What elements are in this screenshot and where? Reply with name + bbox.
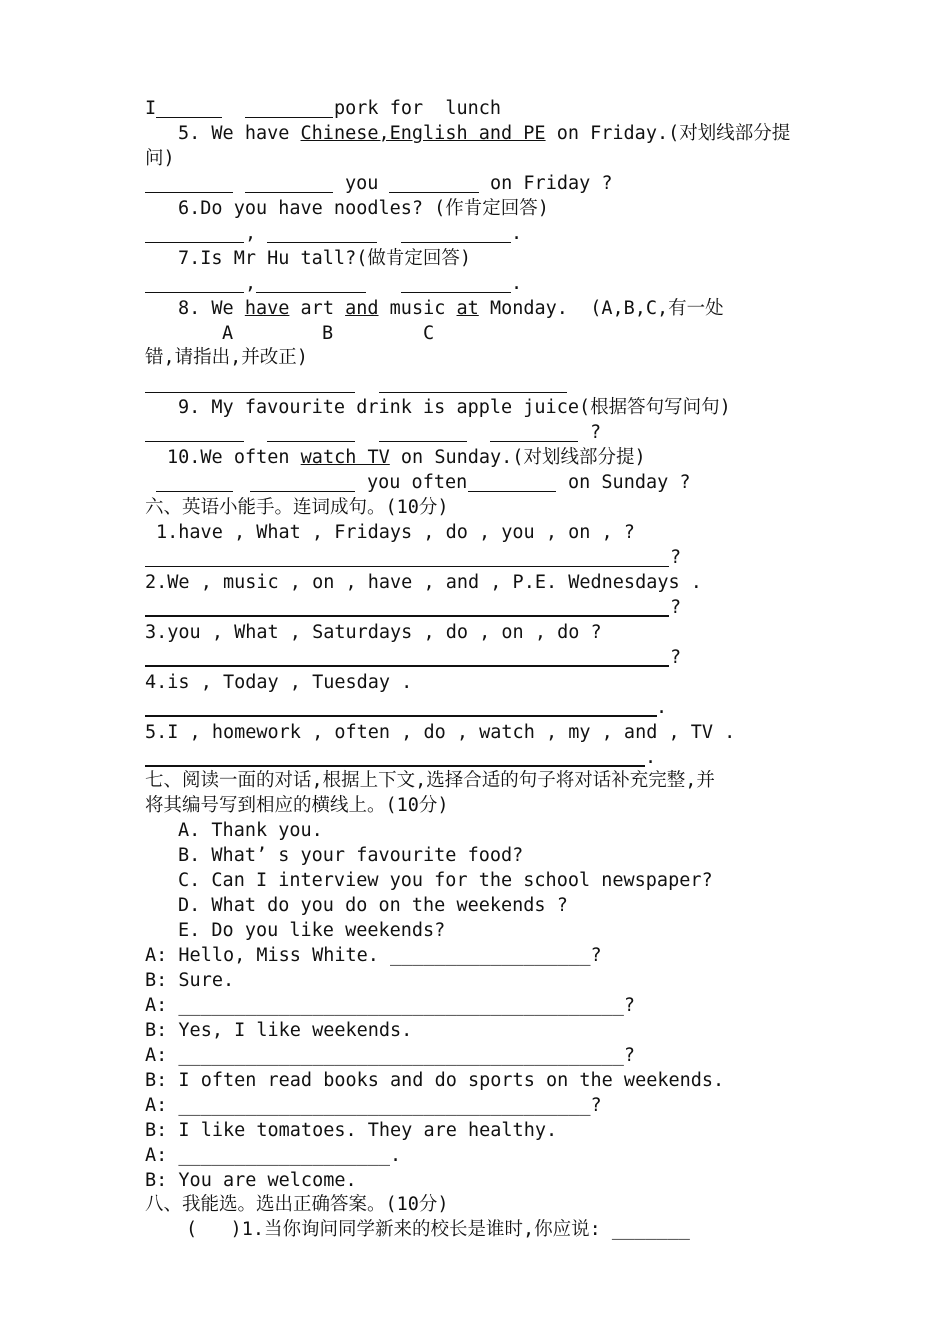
q6-text: 6.Do you have noodles? (作肯定回答) (178, 198, 549, 219)
q5-pre: We have (211, 123, 290, 144)
sec6-item-1: 1.have , What , Fridays , do , you , on , ? (156, 522, 635, 543)
q6-blank-3[interactable] (401, 242, 511, 243)
q7-blank-1[interactable] (145, 292, 244, 293)
q5-post: on Friday.(对划线部分提 (556, 123, 791, 144)
q7-text: 7.Is Mr Hu tall?(做肯定回答) (178, 248, 471, 269)
q8-label-c: C (423, 323, 435, 344)
sec6-item-4: 4.is , Today , Tuesday . (145, 672, 413, 693)
q8-note: (A,B,C,有一处 (590, 298, 724, 319)
dialogue-line-10: B: You are welcome. (145, 1170, 357, 1191)
q8-label-a: A (222, 323, 234, 344)
dialogue-line-1[interactable]: A: Hello, Miss White. __________________? (145, 945, 602, 966)
q10-blank-1[interactable] (156, 491, 233, 492)
q7-period: . (511, 273, 523, 294)
q5-num: 5. (178, 123, 201, 144)
q8-line (178, 297, 724, 321)
sec6-item-5: 5.I , homework , often , do , watch , my , and , TV . (145, 722, 736, 743)
dialogue-line-6: B: I often read books and do sports on the weekends. (145, 1070, 725, 1091)
dialogue-line-9[interactable]: A: ___________________. (145, 1145, 402, 1166)
q8-cont: 错,请指出,并改正) (145, 347, 308, 368)
option-c: C. Can I interview you for the school newspaper? (178, 870, 713, 891)
q8-word: music (389, 298, 446, 319)
q5-blank-1[interactable] (145, 192, 233, 193)
option-b: B. What’ s your favourite food? (178, 845, 524, 866)
dialogue-line-7[interactable]: A: _____________________________________? (145, 1095, 602, 1116)
q9-blank-2[interactable] (267, 441, 355, 442)
q9-blank-3[interactable] (379, 441, 467, 442)
q8-word: Monday. (489, 298, 568, 319)
q5-underlined: Chinese,English and PE (300, 123, 546, 144)
q8-word-a: have (244, 298, 290, 319)
q5-line (178, 122, 790, 146)
q6-blank-2[interactable] (267, 242, 377, 243)
q8-word: We (211, 298, 234, 319)
sec8-question-1[interactable]: ( )1.当你询问同学新来的校长是谁时,你应说: _______ (186, 1219, 690, 1240)
q7-blank-2[interactable] (256, 292, 366, 293)
q10-blank-3[interactable] (468, 491, 556, 492)
q9-text: 9. My favourite drink is apple juice(根据答句写问句) (178, 397, 731, 418)
q8-blank-1[interactable] (145, 392, 355, 393)
q5-ans-end: on Friday ? (490, 173, 613, 194)
sec6-answer-line-1[interactable] (145, 566, 669, 567)
sec6-end-5: . (645, 747, 657, 768)
sec6-item-2: 2.We , music , on , have , and , P.E. Wednesdays . (145, 572, 702, 593)
section-7-title-cont: 将其编号写到相应的横线上。(10分) (145, 795, 449, 816)
sec6-answer-line-2[interactable] (145, 615, 669, 617)
q6-blank-1[interactable] (145, 242, 244, 243)
q8-word: art (300, 298, 334, 319)
dialogue-line-2: B: Sure. (145, 970, 235, 991)
q6-period: . (511, 223, 523, 244)
q10-underlined: watch TV (300, 447, 390, 468)
q10-blank-2[interactable] (250, 491, 355, 492)
sec6-answer-line-5[interactable] (145, 765, 645, 767)
q5-blank-2[interactable] (245, 192, 333, 193)
q9-blank-1[interactable] (145, 441, 244, 442)
q5-blank-3[interactable] (389, 192, 479, 193)
section-7-title: 七、阅读一面的对话,根据上下文,选择合适的句子将对话补充完整,并 (145, 770, 715, 791)
q10-num: 10.We often (167, 447, 290, 468)
dialogue-line-5[interactable]: A: ________________________________________? (145, 1045, 636, 1066)
q9-blank-4[interactable] (490, 441, 578, 442)
q8-word-c: at (456, 298, 479, 319)
q8-label-b: B (322, 323, 334, 344)
q10-line (167, 446, 646, 470)
q8-word-b: and (345, 298, 379, 319)
sec6-answer-line-3[interactable] (145, 665, 669, 667)
option-a: A. Thank you. (178, 820, 323, 841)
section-8-title: 八、我能选。选出正确答案。(10分) (145, 1194, 449, 1215)
option-d: D. What do you do on the weekends ? (178, 895, 568, 916)
q8-num: 8. (178, 298, 201, 319)
section-6-title: 六、英语小能手。连词成句。(10分) (145, 497, 449, 518)
q7-comma: , (245, 273, 257, 294)
q4-text: pork for lunch (334, 98, 502, 119)
q10-post: on Sunday.(对划线部分提) (400, 447, 646, 468)
q5-ans-mid: you (345, 173, 379, 194)
q4-blank-1[interactable] (156, 117, 222, 118)
sec6-end-2: ? (670, 597, 682, 618)
dialogue-line-3[interactable]: A: ________________________________________? (145, 995, 636, 1016)
q10-end: on Sunday ? (568, 472, 691, 493)
option-e: E. Do you like weekends? (178, 920, 446, 941)
q10-mid: you often (367, 472, 468, 493)
sec6-answer-line-4[interactable] (145, 715, 657, 717)
q9-qmark: ? (590, 422, 602, 443)
q5-cont: 问) (145, 148, 175, 169)
q4-i: I (145, 98, 157, 119)
sec6-end-4: . (656, 697, 668, 718)
q4-blank-2[interactable] (245, 117, 333, 118)
sec6-end-3: ? (670, 647, 682, 668)
q6-comma: , (245, 223, 257, 244)
dialogue-line-4: B: Yes, I like weekends. (145, 1020, 413, 1041)
dialogue-line-8: B: I like tomatoes. They are healthy. (145, 1120, 558, 1141)
sec6-item-3: 3.you , What , Saturdays , do , on , do ? (145, 622, 602, 643)
q7-blank-3[interactable] (401, 292, 511, 293)
q8-blank-2[interactable] (379, 392, 567, 393)
sec6-end-1: ? (670, 547, 682, 568)
